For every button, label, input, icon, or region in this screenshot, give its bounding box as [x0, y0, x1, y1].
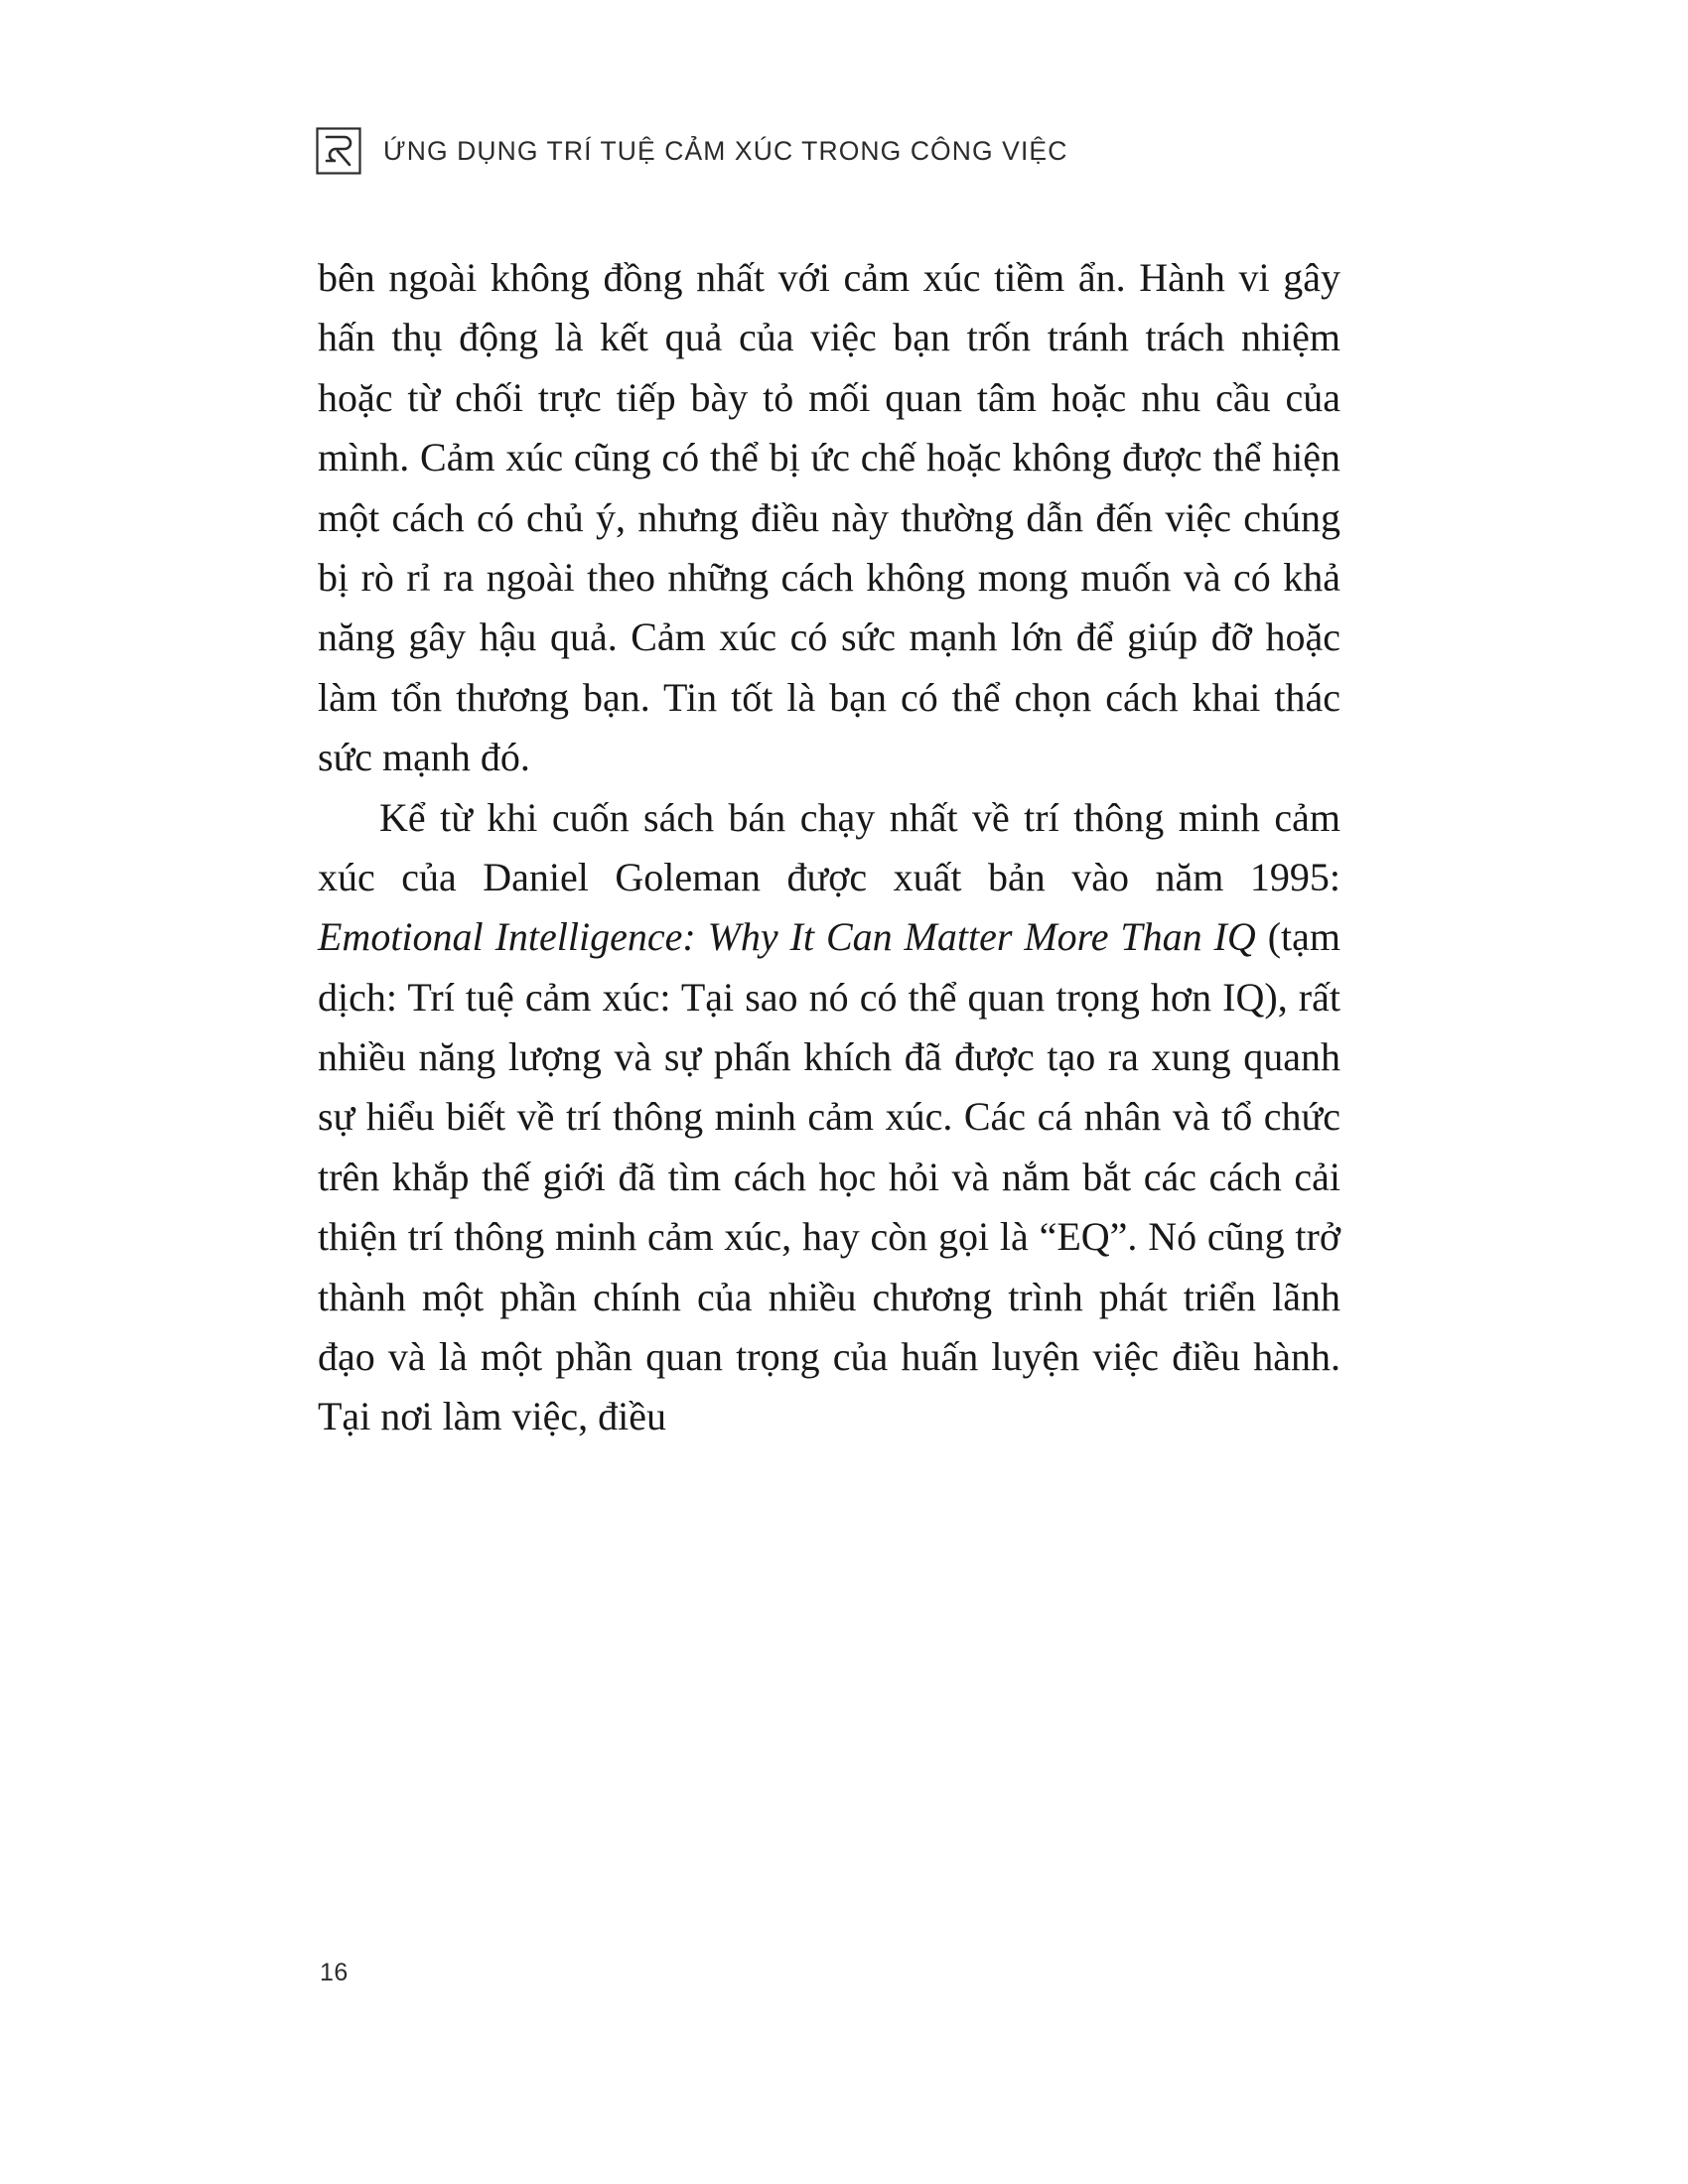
paragraph-1: bên ngoài không đồng nhất với cảm xúc tiềm ẩn. Hành vi gây hấn thụ động là kết quả của việc bạn trốn tránh trách nhiệm hoặc từ chối trực tiếp bày tỏ mối quan tâm hoặc nhu cầu của mình. Cảm xúc cũng có thể bị ức chế hoặc không được thể hiện một cách có chủ ý, nhưng điều này thường dẫn đến việc chúng bị rò rỉ ra ngoài theo những cách không mong muốn và có khả năng gây hậu quả. Cảm xúc có sức mạnh lớn để giúp đỡ hoặc làm tổn thương bạn. Tin tốt là bạn có thể chọn cách khai thác sức mạnh đó. — [318, 255, 1340, 780]
book-logo-icon — [316, 127, 361, 175]
running-head-title: ỨNG DỤNG TRÍ TUỆ CẢM XÚC TRONG CÔNG VIỆC — [383, 135, 1068, 166]
page-number: 16 — [320, 1959, 349, 1986]
book-title-italic: Emotional Intelligence: Why It Can Matter More Than IQ — [318, 914, 1256, 960]
paragraph-2-lead: Kể từ khi cuốn sách bán chạy nhất về trí thông minh cảm xúc của Daniel Goleman được xuất bản vào năm 1995: — [318, 794, 1340, 899]
running-head — [316, 127, 1067, 175]
paragraph-2-tail: (tạm dịch: Trí tuệ cảm xúc: Tại sao nó có thể quan trọng hơn IQ), rất nhiều năng lượng và sự phấn khích đã được tạo ra xung quanh sự hiểu biết về trí thông minh cảm xúc. Các cá nhân và tổ chức trên khắp thế giới đã tìm cách học hỏi và nắm bắt các cách cải thiện trí thông minh cảm xúc, hay còn gọi là “EQ”. Nó cũng trở thành một phần chính của nhiều chương trình phát triển lãnh đạo và là một phần quan trọng của huấn luyện việc điều hành. Tại nơi làm việc, điều — [318, 914, 1340, 1439]
paragraph-2 — [318, 788, 1340, 1447]
body-text — [318, 248, 1340, 1447]
